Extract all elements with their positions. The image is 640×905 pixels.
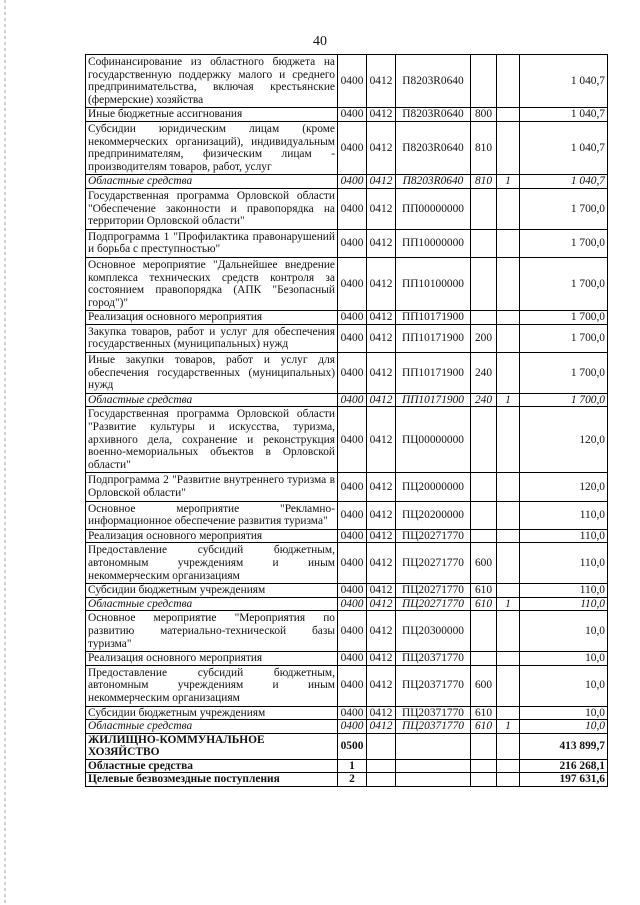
row-expense-type-cell xyxy=(471,188,497,229)
table-row xyxy=(86,324,608,352)
row-expense-type-cell xyxy=(471,311,497,325)
row-name-cell: Областные средства xyxy=(86,393,338,407)
row-name-cell: Иные бюджетные ассигнования xyxy=(86,108,338,122)
row-amount-cell: 197 631,6 xyxy=(520,773,608,787)
table-row xyxy=(86,188,608,229)
row-source-cell xyxy=(497,324,520,352)
row-source-cell xyxy=(497,257,520,310)
row-name-cell: Субсидии бюджетным учреждениям xyxy=(86,706,338,720)
row-section-code-cell: 0400 xyxy=(338,229,367,257)
row-source-cell xyxy=(497,733,520,759)
table-row xyxy=(86,501,608,529)
row-section-code-cell: 0400 xyxy=(338,257,367,310)
row-source-cell xyxy=(497,652,520,666)
row-source-cell: 1 xyxy=(497,175,520,189)
table-row xyxy=(86,121,608,174)
row-expense-type-cell xyxy=(471,773,497,787)
row-subsection-code-cell: 0412 xyxy=(367,543,396,584)
table-row xyxy=(86,257,608,310)
table-row xyxy=(86,55,608,108)
table-row xyxy=(86,407,608,473)
row-name-cell: Иные закупки товаров, работ и услуг для обеспечения государственных (муниципальных) нужд xyxy=(86,353,338,394)
row-source-cell xyxy=(497,706,520,720)
row-amount-cell: 413 899,7 xyxy=(520,733,608,759)
row-amount-cell: 216 268,1 xyxy=(520,759,608,773)
row-target-article-cell: ПЦ20371770 xyxy=(396,652,471,666)
row-expense-type-cell: 240 xyxy=(471,393,497,407)
row-subsection-code-cell: 0412 xyxy=(367,257,396,310)
row-expense-type-cell xyxy=(471,759,497,773)
row-subsection-code-cell: 0412 xyxy=(367,706,396,720)
row-amount-cell: 1 700,0 xyxy=(520,353,608,394)
row-target-article-cell: ПП10171900 xyxy=(396,393,471,407)
row-amount-cell: 110,0 xyxy=(520,501,608,529)
row-amount-cell: 1 700,0 xyxy=(520,311,608,325)
row-source-cell xyxy=(497,108,520,122)
row-source-cell xyxy=(497,473,520,501)
row-amount-cell: 1 700,0 xyxy=(520,324,608,352)
row-expense-type-cell xyxy=(471,611,497,652)
row-subsection-code-cell: 0412 xyxy=(367,175,396,189)
budget-table-body xyxy=(86,55,608,787)
row-section-code-cell: 2 xyxy=(338,773,367,787)
row-name-cell: Предоставление субсидий бюджетным, автономным учреждениям и иным некоммерческим организациям xyxy=(86,543,338,584)
row-name-cell: Софинансирование из областного бюджета на государственную поддержку малого и среднего предпринимательства, включая крестьянские (фермерские) хозяйства xyxy=(86,55,338,108)
row-amount-cell: 1 700,0 xyxy=(520,188,608,229)
row-section-code-cell: 0400 xyxy=(338,529,367,543)
row-subsection-code-cell: 0412 xyxy=(367,720,396,734)
row-target-article-cell xyxy=(396,773,471,787)
row-target-article-cell: ПЦ20200000 xyxy=(396,501,471,529)
row-target-article-cell: П8203R0640 xyxy=(396,108,471,122)
table-row xyxy=(86,733,608,759)
row-amount-cell: 1 040,7 xyxy=(520,108,608,122)
row-amount-cell: 120,0 xyxy=(520,473,608,501)
row-target-article-cell: ПП10100000 xyxy=(396,257,471,310)
row-subsection-code-cell: 0412 xyxy=(367,324,396,352)
row-expense-type-cell: 810 xyxy=(471,121,497,174)
table-row xyxy=(86,759,608,773)
row-amount-cell: 110,0 xyxy=(520,543,608,584)
row-section-code-cell: 0400 xyxy=(338,311,367,325)
row-target-article-cell: П8203R0640 xyxy=(396,175,471,189)
row-source-cell xyxy=(497,611,520,652)
row-target-article-cell: П8203R0640 xyxy=(396,121,471,174)
row-expense-type-cell: 610 xyxy=(471,584,497,598)
row-name-cell: Подпрограмма 2 "Развитие внутреннего туризма в Орловской области" xyxy=(86,473,338,501)
row-amount-cell: 10,0 xyxy=(520,665,608,706)
row-section-code-cell: 0400 xyxy=(338,611,367,652)
row-amount-cell: 1 040,7 xyxy=(520,175,608,189)
table-row xyxy=(86,529,608,543)
row-source-cell xyxy=(497,529,520,543)
row-expense-type-cell xyxy=(471,229,497,257)
row-target-article-cell: П8203R0640 xyxy=(396,55,471,108)
row-name-cell: ЖИЛИЩНО-КОММУНАЛЬНОЕ ХОЗЯЙСТВО xyxy=(86,733,338,759)
row-amount-cell: 10,0 xyxy=(520,720,608,734)
table-row xyxy=(86,229,608,257)
row-amount-cell: 1 700,0 xyxy=(520,229,608,257)
row-section-code-cell: 0400 xyxy=(338,353,367,394)
budget-table xyxy=(85,54,608,787)
row-expense-type-cell: 240 xyxy=(471,353,497,394)
row-target-article-cell: ПП10171900 xyxy=(396,324,471,352)
row-expense-type-cell xyxy=(471,733,497,759)
row-name-cell: Реализация основного мероприятия xyxy=(86,529,338,543)
row-section-code-cell: 0400 xyxy=(338,720,367,734)
table-row xyxy=(86,108,608,122)
row-source-cell xyxy=(497,188,520,229)
row-target-article-cell xyxy=(396,733,471,759)
row-section-code-cell: 0400 xyxy=(338,665,367,706)
row-name-cell: Подпрограмма 1 "Профилактика правонарушений и борьба с преступностью" xyxy=(86,229,338,257)
row-expense-type-cell: 600 xyxy=(471,665,497,706)
row-amount-cell: 1 040,7 xyxy=(520,55,608,108)
table-row xyxy=(86,311,608,325)
row-amount-cell: 1 700,0 xyxy=(520,257,608,310)
row-subsection-code-cell xyxy=(367,773,396,787)
table-row xyxy=(86,652,608,666)
row-target-article-cell: ПП10000000 xyxy=(396,229,471,257)
row-target-article-cell: ПП10171900 xyxy=(396,353,471,394)
row-subsection-code-cell xyxy=(367,759,396,773)
row-target-article-cell: ПЦ20371770 xyxy=(396,720,471,734)
row-expense-type-cell: 600 xyxy=(471,543,497,584)
row-source-cell xyxy=(497,121,520,174)
row-source-cell xyxy=(497,55,520,108)
row-name-cell: Основное мероприятие "Мероприятия по развитию материально-технической базы туризма" xyxy=(86,611,338,652)
row-expense-type-cell xyxy=(471,257,497,310)
row-name-cell: Областные средства xyxy=(86,720,338,734)
row-name-cell: Основное мероприятие "Рекламно-информационное обеспечение развития туризма" xyxy=(86,501,338,529)
row-expense-type-cell: 610 xyxy=(471,720,497,734)
row-target-article-cell: ПЦ20271770 xyxy=(396,529,471,543)
row-target-article-cell: ПЦ20271770 xyxy=(396,597,471,611)
table-row xyxy=(86,353,608,394)
row-expense-type-cell: 800 xyxy=(471,108,497,122)
row-section-code-cell: 0400 xyxy=(338,108,367,122)
table-row xyxy=(86,584,608,598)
row-name-cell: Государственная программа Орловской области "Развитие культуры и искусства, туризма, архивного дела, сохранение и реконструкция военно-мемориальных объектов в Орловской области" xyxy=(86,407,338,473)
row-subsection-code-cell: 0412 xyxy=(367,652,396,666)
row-source-cell: 1 xyxy=(497,393,520,407)
row-name-cell: Областные средства xyxy=(86,597,338,611)
row-expense-type-cell xyxy=(471,501,497,529)
row-name-cell: Закупка товаров, работ и услуг для обеспечения государственных (муниципальных) нужд xyxy=(86,324,338,352)
page-number: 40 xyxy=(313,34,327,49)
row-target-article-cell: ПЦ20371770 xyxy=(396,706,471,720)
row-name-cell: Основное мероприятие "Дальнейшее внедрение комплекса технических средств контроля за состоянием правопорядка (АПК "Безопасный город")" xyxy=(86,257,338,310)
row-amount-cell: 120,0 xyxy=(520,407,608,473)
row-subsection-code-cell: 0412 xyxy=(367,311,396,325)
row-expense-type-cell: 610 xyxy=(471,597,497,611)
row-section-code-cell: 0400 xyxy=(338,501,367,529)
row-section-code-cell: 0400 xyxy=(338,175,367,189)
row-amount-cell: 1 700,0 xyxy=(520,393,608,407)
row-subsection-code-cell: 0412 xyxy=(367,407,396,473)
row-section-code-cell: 0400 xyxy=(338,55,367,108)
table-row xyxy=(86,175,608,189)
row-section-code-cell: 0400 xyxy=(338,597,367,611)
row-subsection-code-cell: 0412 xyxy=(367,501,396,529)
row-section-code-cell: 0400 xyxy=(338,324,367,352)
row-subsection-code-cell: 0412 xyxy=(367,597,396,611)
row-expense-type-cell xyxy=(471,529,497,543)
row-section-code-cell: 0500 xyxy=(338,733,367,759)
row-subsection-code-cell: 0412 xyxy=(367,584,396,598)
row-name-cell: Областные средства xyxy=(86,175,338,189)
row-target-article-cell: ПЦ20271770 xyxy=(396,584,471,598)
row-name-cell: Реализация основного мероприятия xyxy=(86,311,338,325)
row-expense-type-cell xyxy=(471,55,497,108)
row-source-cell xyxy=(497,665,520,706)
row-target-article-cell: ПП00000000 xyxy=(396,188,471,229)
row-section-code-cell: 0400 xyxy=(338,473,367,501)
row-section-code-cell: 0400 xyxy=(338,393,367,407)
row-target-article-cell xyxy=(396,759,471,773)
table-row xyxy=(86,720,608,734)
table-row xyxy=(86,773,608,787)
row-name-cell: Предоставление субсидий бюджетным, автономным учреждениям и иным некоммерческим организациям xyxy=(86,665,338,706)
row-source-cell: 1 xyxy=(497,597,520,611)
row-subsection-code-cell: 0412 xyxy=(367,55,396,108)
row-expense-type-cell xyxy=(471,407,497,473)
row-source-cell xyxy=(497,229,520,257)
row-source-cell xyxy=(497,543,520,584)
table-row xyxy=(86,597,608,611)
row-amount-cell: 10,0 xyxy=(520,652,608,666)
row-target-article-cell: ПЦ20000000 xyxy=(396,473,471,501)
row-section-code-cell: 0400 xyxy=(338,407,367,473)
table-row xyxy=(86,543,608,584)
row-subsection-code-cell: 0412 xyxy=(367,121,396,174)
row-source-cell xyxy=(497,501,520,529)
row-subsection-code-cell xyxy=(367,733,396,759)
row-subsection-code-cell: 0412 xyxy=(367,108,396,122)
row-source-cell xyxy=(497,773,520,787)
row-target-article-cell: ПЦ00000000 xyxy=(396,407,471,473)
row-amount-cell: 10,0 xyxy=(520,611,608,652)
row-subsection-code-cell: 0412 xyxy=(367,393,396,407)
row-subsection-code-cell: 0412 xyxy=(367,665,396,706)
row-subsection-code-cell: 0412 xyxy=(367,611,396,652)
row-target-article-cell: ПЦ20300000 xyxy=(396,611,471,652)
row-section-code-cell: 0400 xyxy=(338,121,367,174)
row-section-code-cell: 1 xyxy=(338,759,367,773)
row-subsection-code-cell: 0412 xyxy=(367,473,396,501)
row-expense-type-cell xyxy=(471,473,497,501)
table-row xyxy=(86,473,608,501)
scan-edge-mark xyxy=(4,0,6,905)
table-row xyxy=(86,706,608,720)
row-name-cell: Субсидии юридическим лицам (кроме некоммерческих организаций), индивидуальным предпринимателям, физическим лицам - производителям товаров, работ, услуг xyxy=(86,121,338,174)
row-source-cell xyxy=(497,407,520,473)
row-expense-type-cell xyxy=(471,652,497,666)
row-subsection-code-cell: 0412 xyxy=(367,353,396,394)
row-amount-cell: 10,0 xyxy=(520,706,608,720)
table-row xyxy=(86,665,608,706)
row-subsection-code-cell: 0412 xyxy=(367,529,396,543)
table-row xyxy=(86,611,608,652)
row-amount-cell: 110,0 xyxy=(520,529,608,543)
row-target-article-cell: ПЦ20271770 xyxy=(396,543,471,584)
row-name-cell: Реализация основного мероприятия xyxy=(86,652,338,666)
row-target-article-cell: ПП10171900 xyxy=(396,311,471,325)
row-source-cell xyxy=(497,759,520,773)
row-amount-cell: 110,0 xyxy=(520,584,608,598)
row-expense-type-cell: 200 xyxy=(471,324,497,352)
row-name-cell: Субсидии бюджетным учреждениям xyxy=(86,584,338,598)
row-section-code-cell: 0400 xyxy=(338,543,367,584)
row-section-code-cell: 0400 xyxy=(338,584,367,598)
row-source-cell: 1 xyxy=(497,720,520,734)
row-subsection-code-cell: 0412 xyxy=(367,229,396,257)
row-source-cell xyxy=(497,311,520,325)
row-section-code-cell: 0400 xyxy=(338,652,367,666)
row-section-code-cell: 0400 xyxy=(338,706,367,720)
row-source-cell xyxy=(497,584,520,598)
table-row xyxy=(86,393,608,407)
row-amount-cell: 110,0 xyxy=(520,597,608,611)
row-expense-type-cell: 610 xyxy=(471,706,497,720)
row-name-cell: Государственная программа Орловской области "Обеспечение законности и правопорядка на территории Орловской области" xyxy=(86,188,338,229)
row-target-article-cell: ПЦ20371770 xyxy=(396,665,471,706)
row-section-code-cell: 0400 xyxy=(338,188,367,229)
row-amount-cell: 1 040,7 xyxy=(520,121,608,174)
row-name-cell: Областные средства xyxy=(86,759,338,773)
row-name-cell: Целевые безвозмездные поступления xyxy=(86,773,338,787)
row-subsection-code-cell: 0412 xyxy=(367,188,396,229)
row-expense-type-cell: 810 xyxy=(471,175,497,189)
row-source-cell xyxy=(497,353,520,394)
